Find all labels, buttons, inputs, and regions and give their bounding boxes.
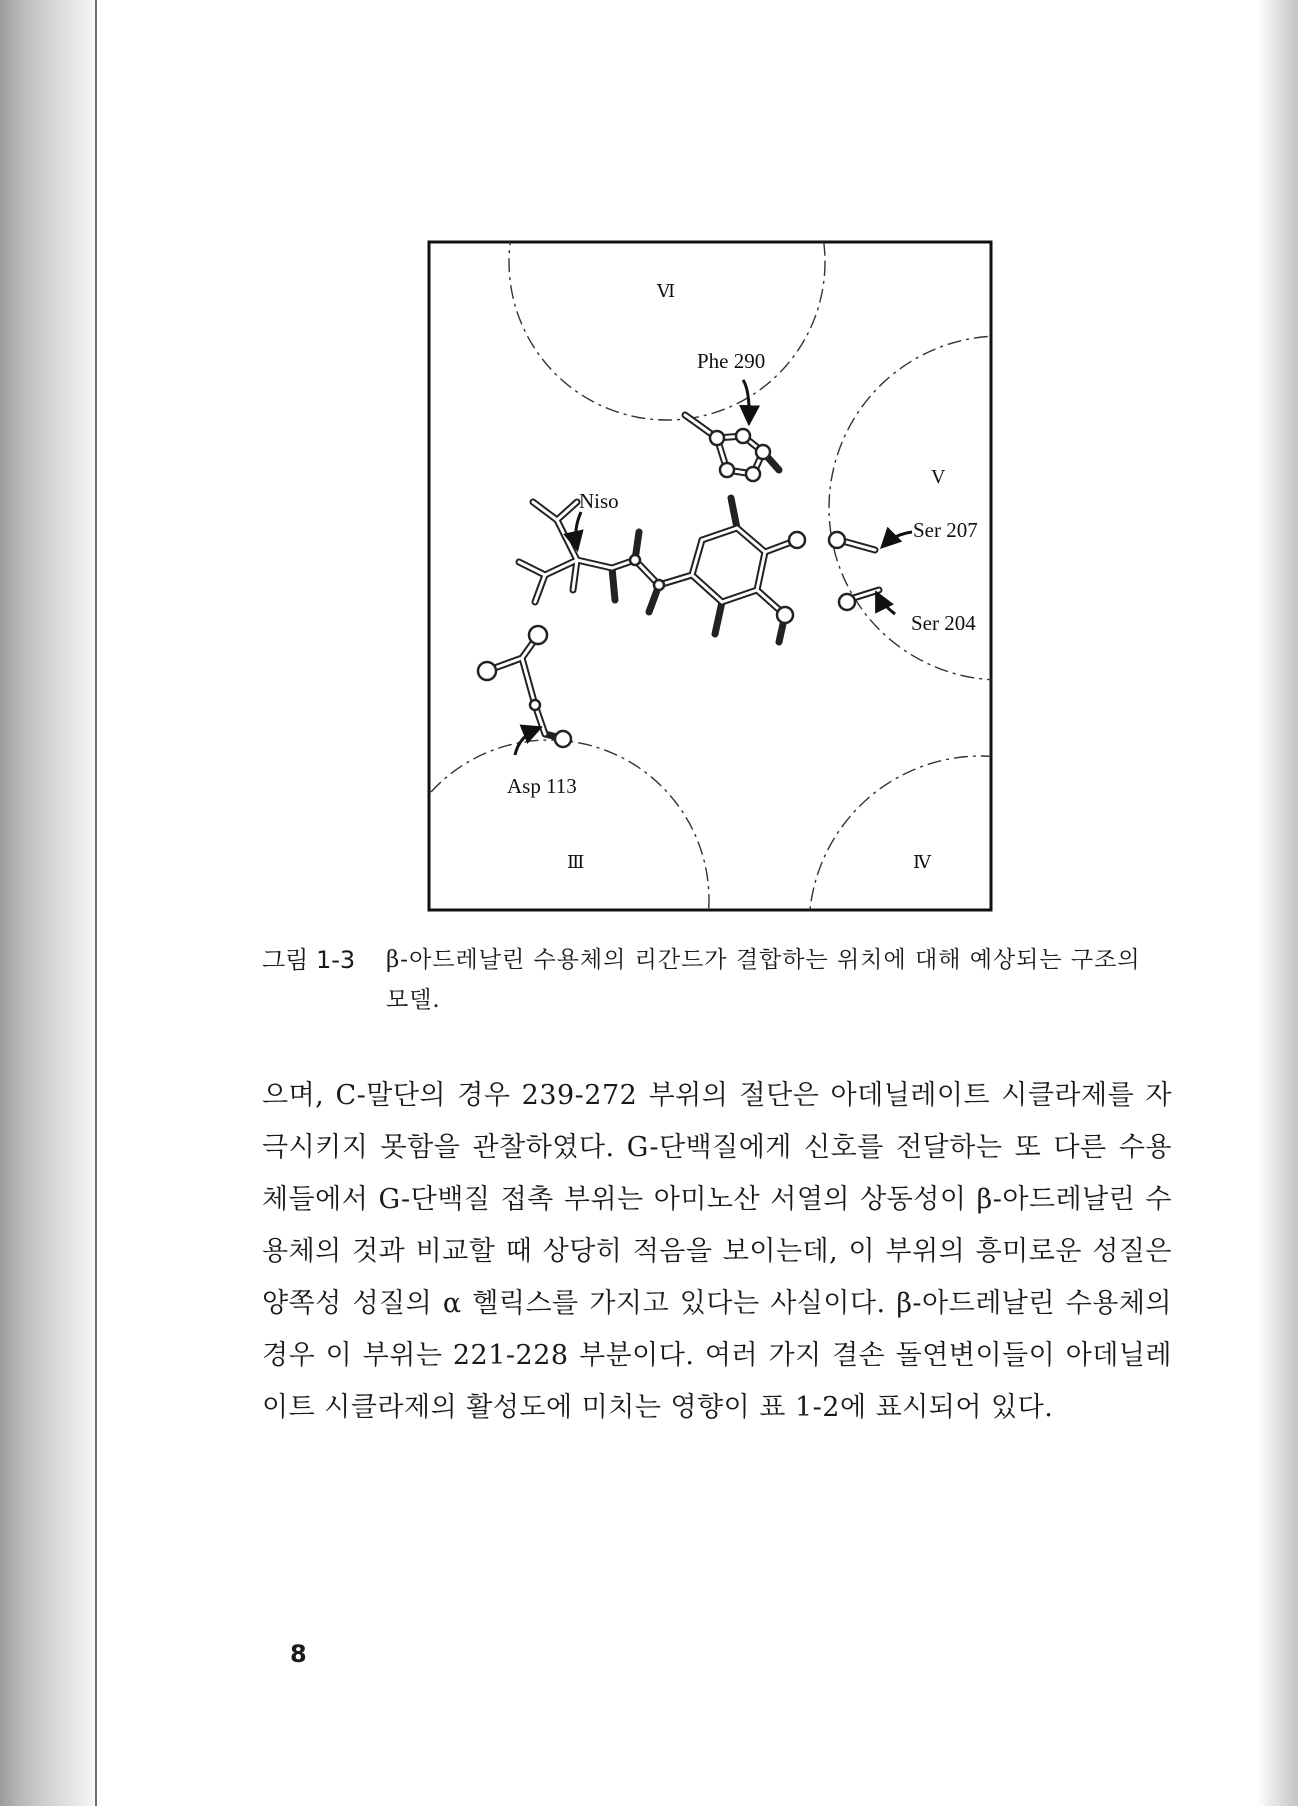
page-gutter-shadow bbox=[0, 0, 96, 1806]
caption-text: β-아드레날린 수용체의 리간드가 결합하는 위치에 대해 예상되는 구조의 모델. bbox=[386, 947, 1141, 1013]
ser207-label: Ser 207 bbox=[913, 518, 978, 542]
page-right-shadow bbox=[1258, 0, 1298, 1806]
body-paragraph: 으며, C-말단의 경우 239-272 부위의 절단은 아데닐레이트 시클라제를 자극시키지 못함을 관찰하였다. G-단백질에게 신호를 전달하는 또 다른 수용체들에서 G-단백질 접촉 부위는 아미노산 서열의 상동성이 β-아드레날린 수용체의 것과 비교할 때 상당히 적음을 보이는데, 이 부위의 흥미로운 성질은 양쪽성 성질의 α 헬릭스를 가지고 있다는 사실이다. β-아드레날린 수용체의 경우 이 부위는 221-228 부분이다. 여러 가지 결손 돌연변이들이 아데닐레이트 시클라제의 활성도에 미치는 영향이 표 1-2에 표시되어 있다. bbox=[262, 1080, 1172, 1423]
niso-label: Niso bbox=[579, 489, 619, 513]
helix-v-label: V bbox=[931, 466, 946, 488]
helix-iii-label: Ⅲ bbox=[567, 852, 585, 872]
receptor-model-figure bbox=[427, 240, 993, 912]
figure-svg bbox=[427, 240, 993, 912]
asp113-label: Asp 113 bbox=[507, 774, 577, 798]
helix-iv-label: Ⅳ bbox=[913, 852, 931, 872]
figure-caption bbox=[262, 940, 1162, 1020]
caption-label: 그림 1-3 bbox=[262, 946, 356, 974]
phe290-label: Phe 290 bbox=[697, 349, 766, 373]
figure-frame bbox=[429, 242, 991, 910]
body-text bbox=[262, 1070, 1172, 1434]
ser204-label: Ser 204 bbox=[911, 611, 976, 635]
helix-vi-label: Ⅵ bbox=[657, 281, 676, 301]
page-number: 8 bbox=[290, 1640, 307, 1668]
